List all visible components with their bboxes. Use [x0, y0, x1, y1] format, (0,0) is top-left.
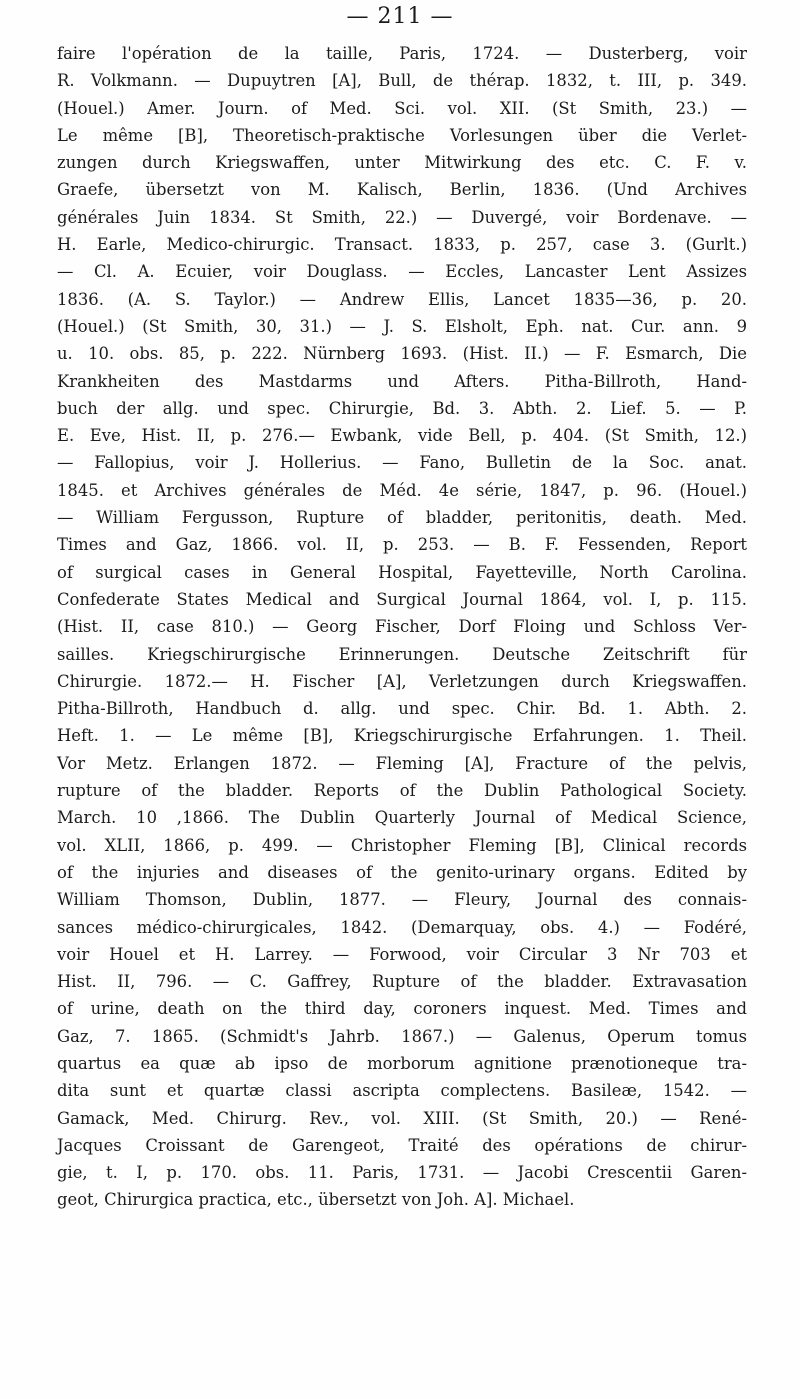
text-line: Hist. II, 796. — C. Gaffrey, Rupture of the bladder. Extravasation — [57, 972, 747, 992]
text-line: voir Houel et H. Larrey. — Forwood, voir Circular 3 Nr 703 et — [57, 944, 747, 964]
text-line: — Fallopius, voir J. Hollerius. — Fano, Bulletin de la Soc. anat. — [57, 453, 747, 473]
text-line: Confederate States Medical and Surgical Journal 1864, vol. I, p. 115. — [57, 589, 747, 609]
text-line: Gamack, Med. Chirurg. Rev., vol. XIII. (St Smith, 20.) — René- — [57, 1108, 747, 1128]
text-line: 1836. (A. S. Taylor.) — Andrew Ellis, Lancet 1835—36, p. 20. — [57, 289, 747, 309]
text-line: vol. XLII, 1866, p. 499. — Christopher Fleming [B], Clinical records — [57, 835, 747, 855]
text-line: — Cl. A. Ecuier, voir Douglass. — Eccles, Lancaster Lent Assizes — [57, 262, 747, 282]
text-line: H. Earle, Medico-chirurgic. Transact. 1833, p. 257, case 3. (Gurlt.) — [57, 235, 747, 255]
text-line: u. 10. obs. 85, p. 222. Nürnberg 1693. (Hist. II.) — F. Esmarch, Die — [57, 344, 747, 364]
text-line: sances médico-chirurgicales, 1842. (Demarquay, obs. 4.) — Fodéré, — [57, 917, 747, 937]
text-line: buch der allg. und spec. Chirurgie, Bd. 3. Abth. 2. Lief. 5. — P. — [57, 398, 747, 418]
text-line: 1845. et Archives générales de Méd. 4e série, 1847, p. 96. (Houel.) — [57, 480, 747, 500]
text-line: Graefe, übersetzt von M. Kalisch, Berlin, 1836. (Und Archives — [57, 180, 747, 200]
text-line: Heft. 1. — Le même [B], Kriegschirurgische Erfahrungen. 1. Theil. — [57, 726, 747, 746]
text-line: of the injuries and diseases of the genito-urinary organs. Edited by — [57, 862, 747, 882]
text-line: Times and Gaz, 1866. vol. II, p. 253. — B. F. Fessenden, Report — [57, 535, 747, 555]
text-line: of surgical cases in General Hospital, Fayetteville, North Carolina. — [57, 562, 747, 582]
text-line: générales Juin 1834. St Smith, 22.) — Duvergé, voir Bordenave. — — [57, 207, 747, 227]
text-line: Gaz, 7. 1865. (Schmidt's Jahrb. 1867.) — Galenus, Operum tomus — [57, 1026, 747, 1046]
text-line: gie, t. I, p. 170. obs. 11. Paris, 1731. — Jacobi Crescentii Garen- — [57, 1163, 747, 1183]
text-line: E. Eve, Hist. II, p. 276.— Ewbank, vide Bell, p. 404. (St Smith, 12.) — [57, 426, 747, 446]
text-line: quartus ea quæ ab ipso de morborum agnitione prænotioneque tra- — [57, 1053, 747, 1073]
text-line: dita sunt et quartæ classi ascripta complectens. Basileæ, 1542. — — [57, 1081, 747, 1101]
text-line: March. 10 ,1866. The Dublin Quarterly Journal of Medical Science, — [57, 808, 747, 828]
text-line: Vor Metz. Erlangen 1872. — Fleming [A], Fracture of the pelvis, — [57, 753, 747, 773]
text-line: zungen durch Kriegswaffen, unter Mitwirkung des etc. C. F. v. — [57, 153, 747, 173]
text-line: Pitha-Billroth, Handbuch d. allg. und spec. Chir. Bd. 1. Abth. 2. — [57, 699, 747, 719]
text-line: William Thomson, Dublin, 1877. — Fleury, Journal des connais- — [57, 890, 747, 910]
text-line: geot, Chirurgica practica, etc., übersetzt von Joh. A]. Michael. — [57, 1190, 575, 1210]
text-line: Chirurgie. 1872.— H. Fischer [A], Verletzungen durch Kriegswaffen. — [57, 671, 747, 691]
text-line: Krankheiten des Mastdarms und Afters. Pitha-Billroth, Hand- — [57, 371, 747, 391]
bibliography-text — [57, 40, 747, 1214]
text-line: rupture of the bladder. Reports of the Dublin Pathological Society. — [57, 781, 747, 801]
text-line: faire l'opération de la taille, Paris, 1724. — Dusterberg, voir — [57, 44, 747, 63]
text-line: R. Volkmann. — Dupuytren [A], Bull, de thérap. 1832, t. III, p. 349. — [57, 71, 747, 91]
text-line: sailles. Kriegschirurgische Erinnerungen. Deutsche Zeitschrift für — [57, 644, 747, 664]
text-line: (Houel.) Amer. Journ. of Med. Sci. vol. XII. (St Smith, 23.) — — [57, 98, 747, 118]
text-line: (Hist. II, case 810.) — Georg Fischer, Dorf Floing und Schloss Ver- — [57, 617, 747, 637]
text-line: (Houel.) (St Smith, 30, 31.) — J. S. Elsholt, Eph. nat. Cur. ann. 9 — [57, 316, 747, 336]
text-line: Jacques Croissant de Garengeot, Traité des opérations de chirur- — [57, 1135, 747, 1155]
text-line: Le même [B], Theoretisch-praktische Vorlesungen über die Verlet- — [57, 125, 747, 145]
page-number: — 211 — — [346, 4, 454, 29]
text-line: of urine, death on the third day, coroners inquest. Med. Times and — [57, 999, 747, 1019]
text-line: — William Fergusson, Rupture of bladder, peritonitis, death. Med. — [57, 508, 747, 528]
